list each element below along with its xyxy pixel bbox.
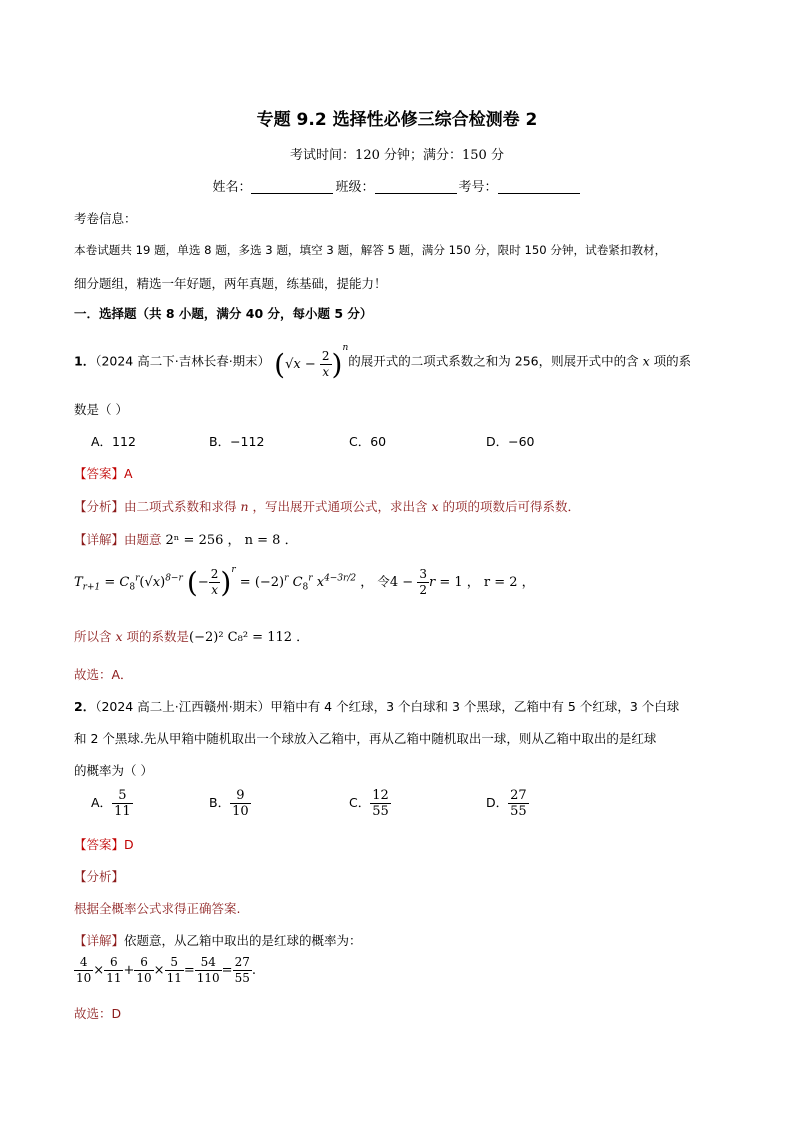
fraction-denominator: 55 (372, 804, 389, 819)
answer-value: D (124, 837, 134, 852)
option-letter: A． (91, 795, 113, 810)
answer-value: A (124, 466, 133, 481)
q2-option-d[interactable] (486, 788, 529, 819)
question-source: （2024 高二上·江西赣州·期末） (95, 699, 271, 714)
question-number: 2． (74, 699, 96, 714)
q1-detail (74, 529, 298, 548)
student-fields (0, 176, 794, 195)
fraction-numerator: 27 (510, 788, 527, 803)
option-letter: B． (209, 795, 231, 810)
q1-answer (74, 464, 133, 482)
q1-option-a[interactable]: A．112 (91, 434, 136, 449)
option-letter: D． (486, 795, 509, 810)
q2-answer (74, 835, 134, 853)
q1-option-d[interactable]: D．−60 (486, 434, 535, 449)
option-fraction (230, 788, 251, 819)
q2-option-b[interactable] (209, 788, 251, 819)
q2-detail (74, 931, 362, 949)
analysis-text-b: ，写出展开式通项公式，求出含 (252, 499, 428, 514)
probability-formula: $\frac{4}{10}$ × $\frac{6}{11}$ + $\frac{6}{10}$ × $\frac{5}{11}$ = $\frac{54}{110}$ = $\frac{27}{55}$ . (76, 955, 256, 985)
q2-option-a[interactable] (91, 788, 133, 819)
question-2-line1 (74, 697, 679, 715)
q2-choice: 故选：D (74, 1006, 122, 1021)
question-1-stem-line2: 数是（ ） (74, 402, 128, 417)
option-fraction (508, 788, 529, 819)
id-label: 考号： (458, 180, 498, 195)
analysis-text-c: 的项的项数后可得系数． (442, 499, 581, 514)
fraction-numerator: 9 (230, 788, 251, 804)
fraction: $\frac{2}{x}$ (321, 349, 330, 379)
q2-option-c[interactable] (349, 788, 391, 819)
info-line-2: 细分题组，精选一年好题，两年真题，练基础，提能力！ (74, 276, 387, 291)
question-stem-tail: 项的系 (653, 353, 692, 369)
option-letter: C． (349, 795, 371, 810)
detail-text: 由题意 (124, 532, 162, 547)
question-source: （2024 高二下·吉林长春·期末） (95, 353, 271, 369)
q1-option-b[interactable]: B．−112 (209, 434, 265, 449)
detail-text: 依题意，从乙箱中取出的是红球的概率为： (124, 933, 362, 948)
q2-analysis-text: 根据全概率公式求得正确答案. (74, 901, 241, 916)
binomial-expression: (√x − $\frac{2}{x}$ )$^n$ (274, 343, 349, 381)
fraction-numerator: 5 (112, 788, 133, 804)
q1-analysis: 【分析】由二项式系数和求得 n ，写出展开式通项公式，求出含 x 的项的项数后可得系数． (74, 499, 581, 514)
option-fraction (370, 788, 391, 819)
q1-choice: 故选：A． (74, 667, 133, 682)
fraction: $\frac{3}{2}$ (419, 567, 427, 597)
q2-analysis-label: 【分析】 (74, 869, 125, 884)
fraction: $\frac{2}{x}$ (210, 567, 219, 597)
question-2-line3: 的概率为（ ） (74, 763, 153, 778)
info-line-1: 本卷试题共 19 题，单选 8 题，多选 3 题，填空 3 题，解答 5 题，满分 150 分，限时 150 分钟，试卷紧扣教材， (74, 243, 667, 257)
section-heading: 一．选择题（共 8 小题，满分 40 分，每小题 5 分） (74, 306, 373, 321)
detail-label: 【详解】 (74, 933, 125, 948)
question-2-line2: 和 2 个黑球.先从甲箱中随机取出一个球放入乙箱中，再从乙箱中随机取出一球，则从乙箱中取出的是红球 (74, 731, 657, 746)
name-blank[interactable] (251, 179, 333, 194)
fraction-denominator: 55 (510, 804, 527, 819)
name-label: 姓名： (212, 180, 252, 195)
q1-conclusion: 所以含 x 项的系数是(−2)² C₈² = 112 ． (74, 629, 310, 645)
detail-math: 2ⁿ = 256 ， n = 8 ． (165, 533, 298, 548)
general-term-formula: $T_{r+1} = C_8^r(√x)^{8-r}$ (− $\frac{2}{x}$ )$^r = (-2)^r$ $C_8^r$ $x^{4-3r/2}$ ， 令4 − $\frac{3}{2}$ r = 1 ， r = 2 ， (74, 565, 535, 599)
fraction-numerator: 12 (372, 788, 389, 803)
conclusion-text-b: 项的系数是 (126, 629, 190, 644)
page-title: 专题 9.2 选择性必修三综合检测卷 2 (256, 110, 538, 130)
question-stem-text: 的展开式的二项式系数之和为 256，则展开式中的含 (348, 353, 639, 369)
info-label: 考卷信息： (74, 211, 137, 226)
question-stem-text: 甲箱中有 4 个红球，3 个白球和 3 个黑球，乙箱中有 5 个红球，3 个白球 (270, 699, 680, 714)
id-blank[interactable] (498, 179, 580, 194)
formula-prefix: 令 (377, 574, 390, 589)
answer-label: 【答案】 (74, 837, 125, 852)
class-blank[interactable] (375, 179, 457, 194)
fraction-denominator: 11 (114, 804, 131, 819)
formula-tail: = 1 ， r = 2 ， (439, 575, 535, 590)
question-number: 1． (74, 353, 96, 369)
conclusion-text-a: 所以含 (74, 629, 112, 644)
answer-label: 【答案】 (74, 466, 125, 481)
exam-meta: 考试时间：120 分钟；满分：150 分 (290, 148, 504, 163)
class-label: 班级： (335, 180, 375, 195)
fraction-denominator: 10 (232, 804, 249, 819)
q1-option-c[interactable]: C．60 (349, 434, 387, 449)
analysis-text-a: 由二项式系数和求得 (124, 499, 237, 514)
detail-label: 【详解】 (74, 532, 125, 547)
conclusion-math: (−2)² C₈² = 112 ． (189, 630, 310, 645)
option-fraction (112, 788, 133, 819)
analysis-label: 【分析】 (74, 499, 125, 514)
question-1-stem: 1．（2024 高二下·吉林长春·期末） (√x − $\frac{2}{x}$ )$^n$的展开式的二项式系数之和为 256，则展开式中的含 x 项的系 (74, 343, 692, 381)
